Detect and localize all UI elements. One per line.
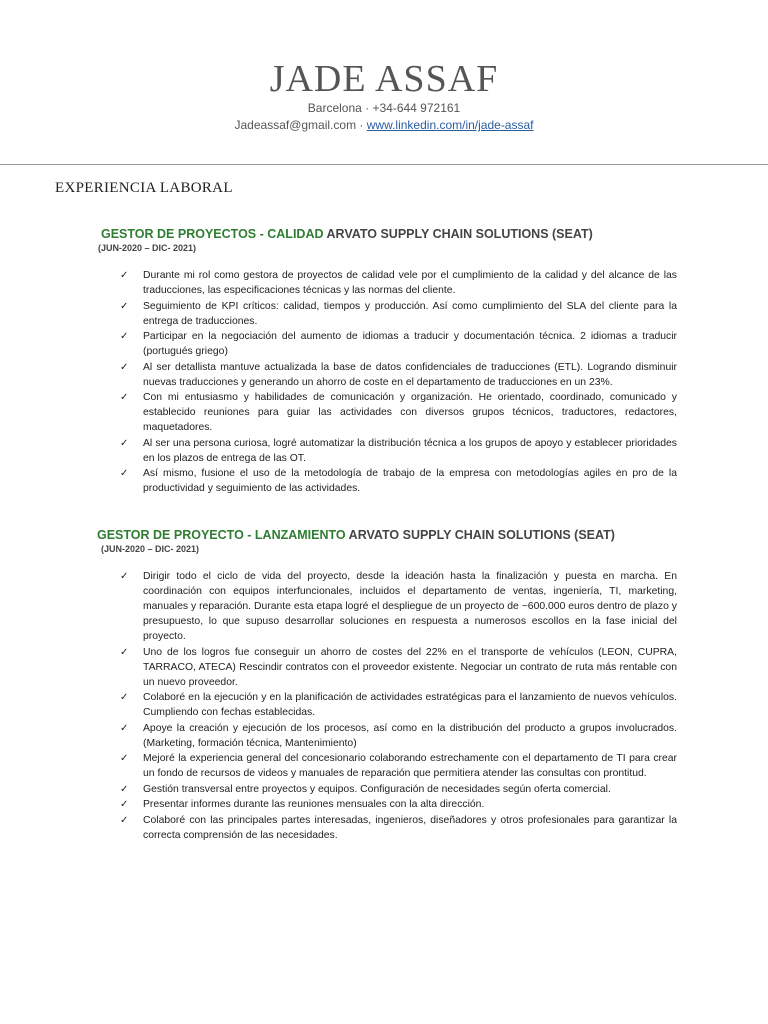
checkmark-icon: ✓ bbox=[120, 270, 129, 281]
bullet-text: Durante mi rol como gestora de proyectos de calidad vele por el cumplimiento de la calidad y del alcance de las traducciones, las especificaciones técnicas y las normas del cliente. bbox=[143, 270, 677, 296]
job-company: ARVATO SUPPLY CHAIN SOLUTIONS (SEAT) bbox=[345, 528, 615, 542]
checkmark-icon: ✓ bbox=[120, 331, 129, 342]
list-item bbox=[120, 797, 677, 812]
checkmark-icon: ✓ bbox=[120, 468, 129, 479]
bullet-text: Con mi entusiasmo y habilidades de comunicación y organización. He orientado, coordinado, comunicado y establecido reuniones para guiar las actividades con diversos grupos técnicos, traductores, redactores, maquetadores. bbox=[143, 392, 677, 433]
job-title bbox=[101, 227, 768, 241]
job-bullets bbox=[120, 569, 677, 843]
checkmark-icon: ✓ bbox=[120, 361, 129, 373]
bullet-text: Al ser detallista mantuve actualizada la base de datos confidenciales de traducciones (ETL). Logrando disminuir nuevas traducciones y generando un ahorro de coste en el departamento de traducciones en un 23%. bbox=[143, 361, 677, 388]
list-item bbox=[120, 569, 677, 644]
bullet-text: Gestión transversal entre proyectos y equipos. Configuración de necesidades según oferta comercial. bbox=[143, 783, 611, 795]
list-item bbox=[120, 782, 677, 797]
job-dates: (JUN-2020 – DIC- 2021) bbox=[98, 243, 197, 253]
job-company: ARVATO SUPPLY CHAIN SOLUTIONS (SEAT) bbox=[326, 227, 593, 241]
job-title bbox=[97, 528, 768, 542]
linkedin-link[interactable]: www.linkedin.com/in/jade-assaf bbox=[366, 118, 534, 132]
section-title: EXPERIENCIA LABORAL bbox=[55, 180, 233, 196]
checkmark-icon: ✓ bbox=[120, 722, 129, 734]
bullet-text: Presentar informes durante las reuniones mensuales con la alta dirección. bbox=[143, 799, 485, 810]
email-linkedin-line bbox=[0, 117, 768, 134]
bullet-text: Uno de los logros fue conseguir un ahorro de costes del 22% en el transporte de vehículos (LEON, CUPRA, TARRACO, ATECA) Rescindir contratos con el proveedor existente. Negociar un contrato de ruta más rentable con un nuevo proveedor. bbox=[143, 646, 677, 688]
bullet-text: Participar en la negociación del aumento de idiomas a traducir y documentación técnica. 2 idiomas a traducir (portugués griego) bbox=[143, 331, 677, 357]
list-item bbox=[120, 390, 677, 435]
checkmark-icon: ✓ bbox=[120, 571, 129, 582]
contact-separator: · bbox=[356, 118, 367, 132]
candidate-name: JADE ASSAF bbox=[269, 58, 499, 100]
list-item bbox=[120, 645, 677, 690]
job-entry bbox=[0, 227, 768, 253]
checkmark-icon: ✓ bbox=[120, 814, 129, 826]
job-role: GESTOR DE PROYECTOS - bbox=[101, 227, 268, 241]
list-item bbox=[120, 436, 677, 466]
job-entry bbox=[0, 528, 768, 554]
list-item bbox=[120, 268, 677, 298]
checkmark-icon: ✓ bbox=[120, 799, 129, 810]
bullet-text: Así mismo, fusione el uso de la metodología de trabajo de la empresa con metodologías agiles en pro de la productividad y seguimiento de las actividades. bbox=[143, 468, 677, 494]
checkmark-icon: ✓ bbox=[120, 692, 129, 703]
header-divider bbox=[0, 164, 768, 165]
bullet-text: Seguimiento de KPI críticos: calidad, tiempos y producción. Así como cumplimiento del SLA del cliente para la entrega de traducciones. bbox=[143, 300, 677, 327]
list-item bbox=[120, 751, 677, 781]
bullet-text: Mejoré la experiencia general del concesionario colaborando estrechamente con el departamento de TI para crear un fondo de recursos de videos y manuales de reparación que permitiera atender las consultas con prontitud. bbox=[143, 753, 677, 779]
checkmark-icon: ✓ bbox=[120, 392, 129, 403]
list-item bbox=[120, 466, 677, 496]
checkmark-icon: ✓ bbox=[120, 646, 129, 658]
list-item bbox=[120, 329, 677, 359]
checkmark-icon: ✓ bbox=[120, 300, 129, 312]
checkmark-icon: ✓ bbox=[120, 437, 129, 449]
list-item bbox=[120, 813, 677, 843]
bullet-text: Apoye la creación y ejecución de los procesos, así como en la distribución del producto a grupos involucrados. (Marketing, formación técnica, Mantenimiento) bbox=[143, 722, 677, 749]
list-item bbox=[120, 690, 677, 720]
resume-header bbox=[0, 0, 768, 134]
location-phone: Barcelona · +34-644 972161 bbox=[307, 101, 461, 115]
bullet-text: Colaboré en la ejecución y en la planificación de actividades estratégicas para el lanzamiento de nuevos vehículos. Cumpliendo con fechas establecidas. bbox=[143, 692, 677, 718]
checkmark-icon: ✓ bbox=[120, 783, 129, 795]
job-focus: LANZAMIENTO bbox=[254, 528, 346, 542]
bullet-text: Dirigir todo el ciclo de vida del proyecto, desde la ideación hasta la finalización y puesta en marcha. En coordinación con equipos interfuncionales, incluidos el departamento de ventas, ingeniería, TI, marketing, manuales y reparación. Durante esta etapa logré el despliegue de un proyecto de ~600.000 euros dentro de plazo y presupuesto, lo que supuso desarrollar soluciones en respuesta a numerosos escollos en la fase inicial del proyecto. bbox=[143, 571, 677, 642]
checkmark-icon: ✓ bbox=[120, 753, 129, 764]
list-item bbox=[120, 721, 677, 751]
job-role: GESTOR DE PROYECTO - bbox=[97, 528, 255, 542]
job-dates: (JUN-2020 – DIC- 2021) bbox=[101, 544, 200, 554]
job-focus: CALIDAD bbox=[267, 227, 327, 241]
list-item bbox=[120, 360, 677, 390]
list-item bbox=[120, 299, 677, 329]
bullet-text: Colaboré con las principales partes interesadas, ingenieros, diseñadores y otros profesionales para garantizar la correcta comprensión de las necesidades. bbox=[143, 814, 677, 841]
bullet-text: Al ser una persona curiosa, logré automatizar la distribución técnica a los grupos de apoyo y establecer prioridades en los plazos de entrega de las OT. bbox=[143, 437, 677, 464]
email-text: Jadeassaf@gmail.com bbox=[234, 118, 357, 132]
job-bullets bbox=[120, 268, 677, 496]
